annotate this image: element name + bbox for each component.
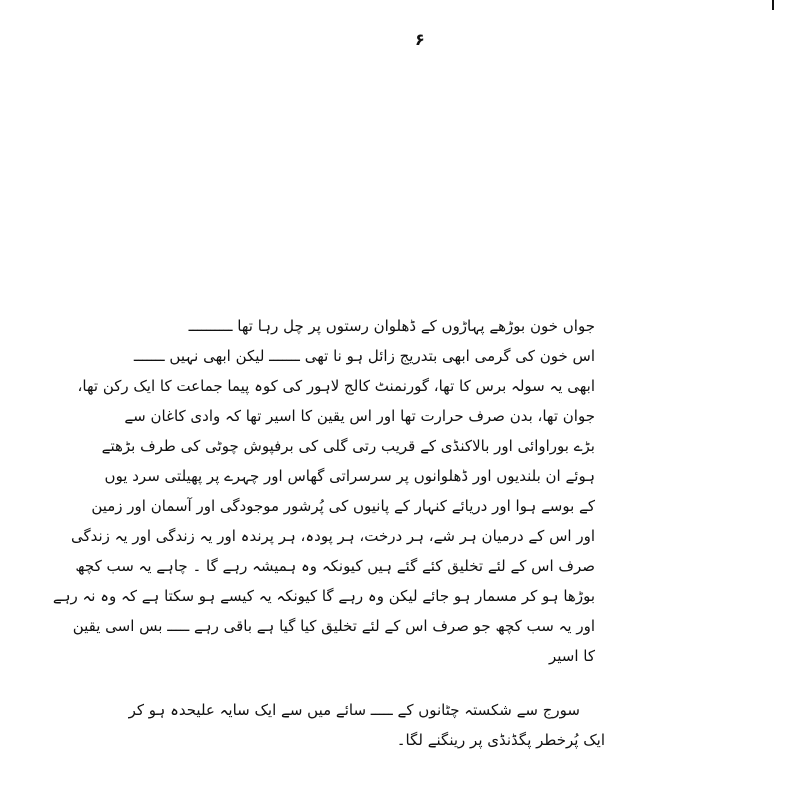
text-line: اس خون کی گرمی ابھی بتدریج زائل ہو نا تھی ـــــــ لیکن ابھی نہیں ـــــــ [133,347,595,365]
text-line: اور یہ سب کچھ جو صرف اس کے لئے تخلیق کیا گیا ہے باقی رہے ـــــ بس اسی یقین [72,617,595,635]
text-line: اور اس کے درمیان ہر شے، ہر درخت، ہر پودہ، ہر پرندہ اور یہ زندگی اور یہ زندگی [70,527,595,545]
text-line: سورج سے شکستہ چٹانوں کے ـــــ سائے میں سے ایک سایہ علیحدہ ہو کر [128,701,580,719]
page-edge-mark [772,0,774,10]
text-line: بوڑھا ہو کر مسمار ہو جائے لیکن وہ رہے گا کیونکہ یہ کیسے ہو سکتا ہے کہ وہ نہ رہے [52,587,595,605]
text-line: ہوئے ان بلندیوں اور ڈھلوانوں پر سرسراتی گھاس اور چہرے پر پھیلتی سرد یوں [104,467,595,485]
text-line: بڑے بوراوائی اور بالاکنڈی کے قریب رتی گلی کی برفپوش چوٹی کی طرف بڑھتے [101,437,595,455]
text-line: جوان تھا، بدن صرف حرارت تھا اور اس یقین کا اسیر تھا کہ وادی کاغان سے [124,407,595,425]
text-line: جواں خون بوڑھے پہاڑوں کے ڈھلوان رستوں پر چل رہا تھا ــــــــــ [188,317,595,335]
text-line: ابھی یہ سولہ برس کا تھا، گورنمنٹ کالج لاہور کی کوہ پیما جماعت کا ایک رکن تھا، [77,377,595,395]
text-line: کے بوسے ہوا اور دریائے کنہار کے پانیوں کی پُرشور موجودگی اور آسمان اور زمین [91,497,595,515]
text-line: صرف اس کے لئے تخلیق کئے گئے ہیں کیونکہ وہ ہمیشہ رہے گا ۔ چاہے یہ سب کچھ [75,557,595,575]
paragraph-2 [128,697,605,757]
page-number: ۶ [415,30,425,49]
text-line: ایک پُرخطر پگڈنڈی پر رینگنے لگا۔ [396,731,605,749]
text-line: کا اسیر [548,647,595,665]
paragraph-1 [52,313,595,693]
